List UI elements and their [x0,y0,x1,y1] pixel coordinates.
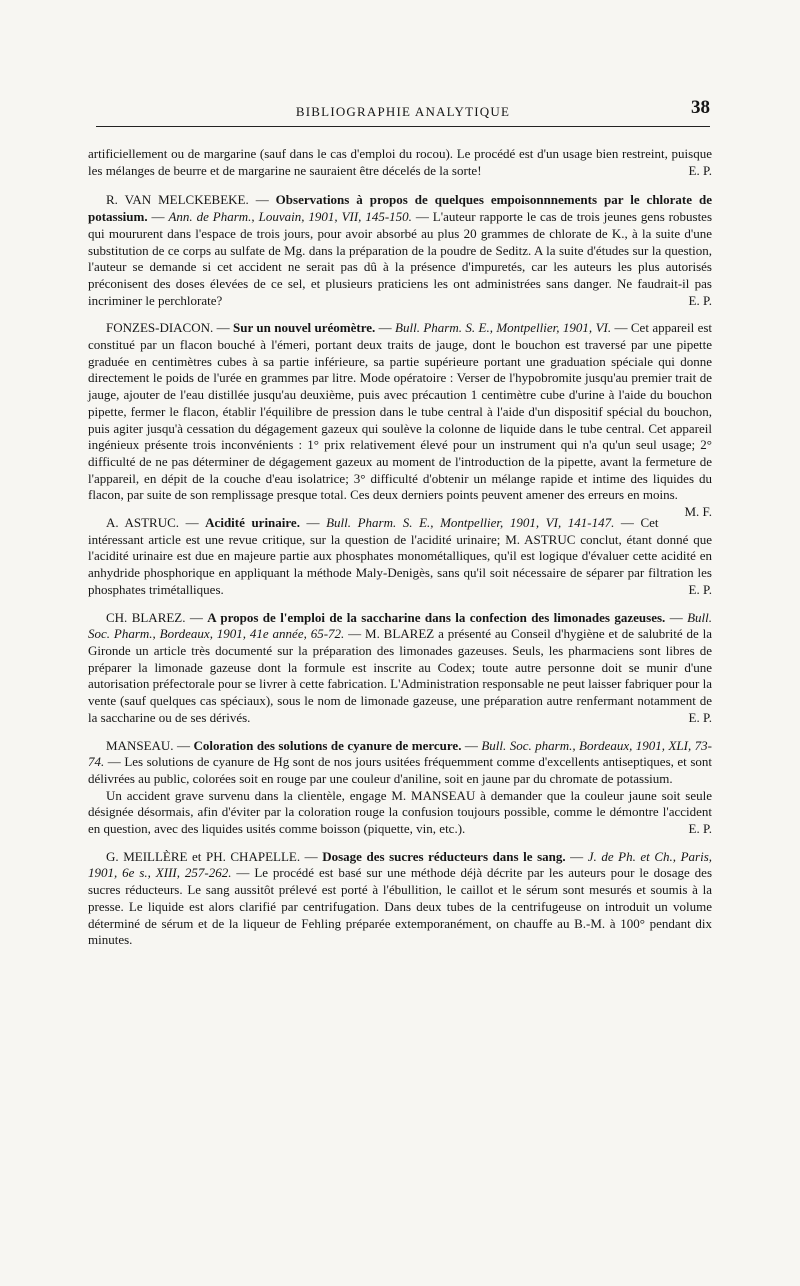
page-header [96,97,710,127]
entry-van-melckebeke [88,192,712,309]
entry-author: CH. BLAREZ. [106,609,186,625]
entry-fonzes-diacon [88,320,713,520]
entry-meillere-chapelle [88,849,712,949]
entry-title: A propos de l'emploi de la saccharine dans la confection des limonades gazeuses. [207,609,666,625]
entry-signature: E. P. [688,709,712,725]
entry-astruc [88,515,712,599]
entry-continuation [88,146,712,179]
entry-text: Cet appareil est constitué par un flacon bouché à l'émeri, portant deux traits de jauge, dont le bouchon est traversé par une pipette graduée en centimètres cubes à sa partie inférieure, sa partie supérieure portant une graduation spéciale qui donne directement le poids de l'urée en grammes par litre. Mode opératoire : Verser de l'hypobromite jusqu'au premier trait de jauge, ajouter de l'eau distillée jusqu'au deuxième, puis avec précaution 1 centimètre cube d'urine à l'aide du bouchon pipette, fermer le flacon, établir l'équilibre de pression dans le tube central à l'aide d'un dispositif spécial du bouchon, puis agiter jusqu'à cessation du dégagement gazeux qui soulève la colonne de liquide dans le tube central. Cet appareil ingénieux présente trois inconvénients : 1° prix relativement élevé pour un instrument qui n'a qu'un seul usage; 2° difficulté de ne pas déterminer de dégagement gazeux au moment de l'introduction de la pipette, avant la fermeture de l'appareil, en dépit de la couche d'eau isolatrice; 3° difficulté d'obtenir un mélange rapide et intime des liquides du flacon, par suite de son remplissage presque total. Ces deux derniers points peuvent amener des erreurs en moins. [88,320,713,503]
page-content [88,146,712,960]
entry-author: MANSEAU. [106,737,174,753]
entry-paragraph [88,146,712,179]
entry-signature: M. F. [684,504,712,520]
entry-author: FONZES-DIACON. [106,320,214,336]
entry-title: Acidité urinaire. [205,515,300,531]
entry-reference: Ann. de Pharm., Louvain, 1901, VII, 145-150. [168,209,412,225]
entry-title: Coloration des solutions de cyanure de mercure. [193,737,462,753]
entry-text: Un accident grave survenu dans la clientèle, engage M. MANSEAU à demander que la couleur jaune soit seule désignée désormais, afin d'éviter par la coloration rouge la confusion toujours possible, comme le démontre l'accident en question, avec des liquides usités comme boisson (piquette, vin, etc.). [88,787,712,837]
entry-blarez [88,610,712,727]
entry-paragraph: R. VAN MELCKEBEKE. — Observations à propos de quelques empoisonnnements par le chlorate de potassium. — Ann. de Pharm., Louvain, 1901, VII, 145-150. — L'auteur rapporte le cas de trois jeunes gens robustes qui moururent dans l'espace de trois jours, pour avoir absorbé au plus 20 grammes de chlorate de K., à la suite d'une substitution de ce corps au sulfate de Mg. dans la préparation de la poudre de Seditz. A la suite d'études sur la question, l'auteur se demande si cet accident ne serait pas dû à la présence d'impuretés, car les auteurs les plus autorisés préconisent des doses élevées de ce sel, et plusieurs praticiens les ont administrées sans danger. Ne faudrait-il pas incriminer le perchlorate? E. P. [88,192,713,308]
entry-author: A. ASTRUC. [106,515,180,531]
entry-reference: Bull. Pharm. S. E., Montpellier, 1901, VI, 141-147. [326,515,615,531]
entry-text: Cet intéressant article est une revue critique, sur la question de l'acidité urinaire; M. ASTRUC conclut, étant donné que l'acidité urinaire est due en majeure partie aux phosphates monométalliques, qu'il est logique d'évaluer cette acidité en anhydride phosphorique en appliquant la méthode Maly-Denigès, sans qu'il soit nécessaire de séparer par filtration les phosphates trimétalliques. [88,515,712,597]
entry-text: Le procédé est basé sur une méthode déjà décrite par les auteurs pour le dosage des sucres réducteurs. Le sang aussitôt prélevé est porté à l'ébullition, le caillot et le sérum sont mesurés et soumis à la presse. Le liquide est alors clarifié par centrifugation. Dans deux tubes de la centrifugeuse on introduit un volume déterminé de sérum et de la liqueur de Fehling préparée extemporanément, on chauffe au B.-M. à 100° pendant dix minutes. [88,865,713,948]
entry-text: artificiellement ou de margarine (sauf dans le cas d'emploi du rocou). Le procédé est d'un usage bien restreint, puisque les mélanges de beurre et de margarine ne sauraient être décelés de la sorte! [88,146,712,178]
entry-author: G. MEILLÈRE et PH. CHAPELLE. [106,848,301,864]
running-title: BIBLIOGRAPHIE ANALYTIQUE [295,104,511,119]
entry-paragraph: G. MEILLÈRE et PH. CHAPELLE. — Dosage des sucres réducteurs dans le sang. — J. de Ph. et Ch., Paris, 1901, 6e s., XIII, 257-262. — Le procédé est basé sur une méthode déjà décrite par les auteurs pour le dosage des sucres réducteurs. Le sang aussitôt prélevé est porté à l'ébullition, le caillot et le sérum sont mesurés et soumis à la presse. Le liquide est alors clarifié par centrifugation. Dans deux tubes de la centrifugeuse on introduit un volume déterminé de sérum et de la liqueur de Fehling préparée extemporanément, on chauffe au B.-M. à 100° pendant dix minutes. [88,848,713,948]
entry-paragraph: A. ASTRUC. — Acidité urinaire. — Bull. Pharm. S. E., Montpellier, 1901, VI, 141-147. — Cet intéressant article est une revue critique, sur la question de l'acidité urinaire; M. ASTRUC conclut, étant donné que l'acidité urinaire est due en majeure partie aux phosphates monométalliques, qu'il est logique d'évaluer cette acidité en anhydride phosphorique en appliquant la méthode Maly-Denigès, sans qu'il soit nécessaire de séparer par filtration les phosphates trimétalliques. E. P. [88,515,712,597]
entry-title: Observations à propos de quelques empoisonnnements par le chlorate de potassium. [88,192,712,225]
page-number: 38 [691,97,710,118]
entry-signature: E. P. [688,821,712,837]
entry-text: M. BLAREZ a présenté au Conseil d'hygiène et de salubrité de la Gironde un article très documenté sur la préparation des limonades gazeuses. Seuls, les pharmaciens sont libres de préparer la limonade gazeuse dont la formule est inscrite au Codex; toute autre personne doit se munir d'une autorisation préfectorale pour se livrer à cette fabrication. L'Administration responsable ne peut laisser fabriquer pour la vente (sauf quelques cas spéciaux), sous le nom de limonade gazeuse, une préparation autre renfermant notamment de la saccharine ou de ses dérivés. [88,626,713,725]
entry-paragraph: MANSEAU. — Coloration des solutions de cyanure de mercure. — Bull. Soc. pharm., Bordeaux, 1901, XLI, 73-74. — Les solutions de cyanure de Hg sont de nos jours usitées fréquemment comme d'excellents antiseptiques, et sont délivrées au public, colorées soit en rouge par une couleur d'aniline, soit en jaune par du chromate de potassium. [88,737,713,786]
entry-signature: E. P. [688,162,712,178]
entry-reference: Bull. Soc. pharm., Bordeaux, 1901, XLI, 73-74. [88,737,713,770]
entry-paragraph: FONZES-DIACON. — Sur un nouvel uréomètre. — Bull. Pharm. S. E., Montpellier, 1901, VI. — Cet appareil est constitué par un flacon bouché à l'émeri, portant deux traits de jauge, dont le bouchon est traversé par une pipette graduée en centimètres cubes à sa partie inférieure, sa partie supérieure portant une graduation spéciale qui donne directement le poids de l'urée en grammes par litre. Mode opératoire : Verser de l'hypobromite jusqu'au premier trait de jauge, ajouter de l'eau distillée jusqu'au deuxième, puis avec précaution 1 centimètre cube d'urine à l'aide du bouchon pipette, fermer le flacon, établir l'équilibre de pression dans le tube central à l'aide d'un dispositif spécial du bouchon, puis agiter jusqu'à cessation du dégagement gazeux qui soulève la colonne de liquide dans le tube central. Cet appareil ingénieux présente trois inconvénients : 1° prix relativement élevé pour un instrument qui n'a qu'un seul usage; 2° difficulté de ne pas déterminer de dégagement gazeux au moment de l'introduction de la pipette, avant la fermeture de l'appareil, en dépit de la couche d'eau isolatrice; 3° difficulté d'obtenir un mélange rapide et intime des liquides du flacon, par suite de son remplissage presque total. Ces deux derniers points peuvent amener des erreurs en moins. M. F. [88,320,713,520]
entry-title: Sur un nouvel uréomètre. [233,320,376,336]
entry-author: R. VAN MELCKEBEKE. [106,192,249,208]
entry-text: Les solutions de cyanure de Hg sont de nos jours usitées fréquemment comme d'excellents antiseptiques, et sont délivrées au public, colorées soit en rouge par une couleur d'aniline, soit en jaune par du chromate de potassium. [88,754,712,786]
entry-paragraph: CH. BLAREZ. — A propos de l'emploi de la saccharine dans la confection des limonades gazeuses. — Bull. Soc. Pharm., Bordeaux, 1901, 41e année, 65-72. — M. BLAREZ a présenté au Conseil d'hygiène et de salubrité de la Gironde un article très documenté sur la préparation des limonades gazeuses. Seuls, les pharmaciens sont libres de préparer la limonade gazeuse dont la formule est inscrite au Codex; toute autre personne doit se munir d'une autorisation préfectorale pour se livrer à cette fabrication. L'Administration responsable ne peut laisser fabriquer pour la vente (sauf quelques cas spéciaux), sous le nom de limonade gazeuse, une préparation autre renfermant notamment de la saccharine ou de ses dérivés. E. P. [88,609,713,725]
entry-title: Dosage des sucres réducteurs dans le sang. [322,848,566,864]
entry-reference: J. de Ph. et Ch., Paris, 1901, 6e s., XIII, 257-262. [88,848,712,881]
entry-signature: E. P. [688,581,712,597]
entry-manseau [88,738,712,838]
entry-text: L'auteur rapporte le cas de trois jeunes gens robustes qui moururent dans l'espace de trois jours, pour avoir absorbé au plus 20 grammes de chlorate de K., à la suite d'une substitution de ce corps au sulfate de Mg. dans la préparation de la poudre de Seditz. A la suite d'études sur la question, l'auteur se demande si cet accident ne serait pas dû à la présence d'impuretés, car les auteurs les plus autorisés préconisent des doses élevées de ce sel, et plusieurs praticiens les ont administrées sans danger. Ne faudrait-il pas incriminer le perchlorate? [88,209,713,308]
entry-paragraph [88,788,712,838]
entry-signature: E. P. [688,292,712,308]
entry-reference: Bull. Pharm. S. E., Montpellier, 1901, VI. [395,320,612,336]
entry-reference: Bull. Soc. Pharm., Bordeaux, 1901, 41e année, 65-72. [88,609,712,642]
